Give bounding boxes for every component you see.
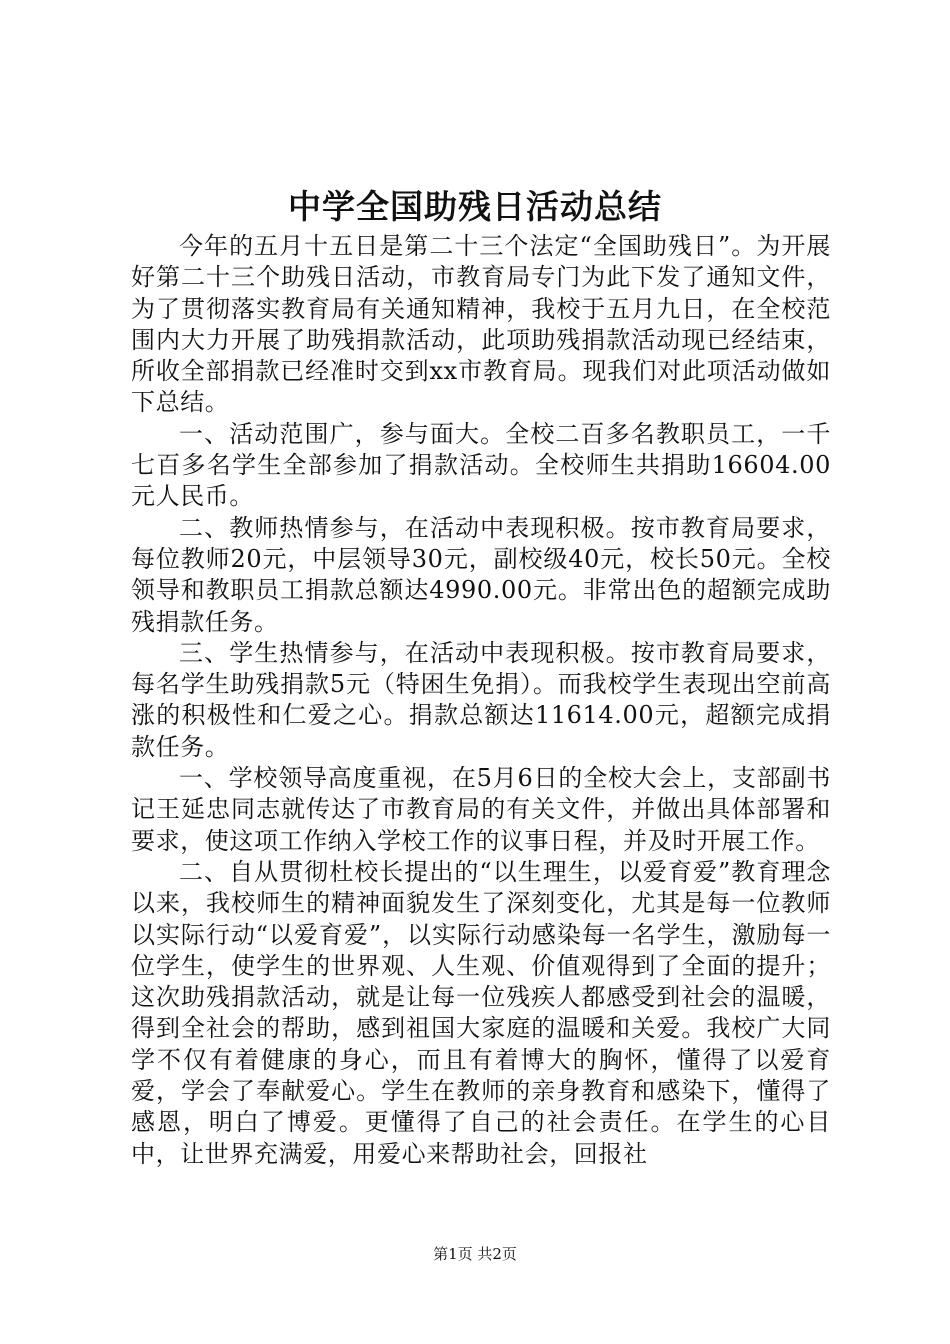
paragraph-teachers: 二、教师热情参与，在活动中表现积极。按市教育局要求，每位教师20元，中层领导30元，副校级40元，校长50元。全校领导和教职员工捐款总额达4990.00元。非常出色的超额完成助残捐款任务。 [131, 513, 831, 636]
document-body [131, 231, 831, 1170]
paragraph-intro: 今年的五月十五日是第二十三个法定“全国助残日”。为开展好第二十三个助残日活动，市教育局专门为此下发了通知文件，为了贯彻落实教育局有关通知精神，我校于五月九日，在全校范围内大力开展了助残捐款活动，此项助残捐款活动现已经结束，所收全部捐款已经准时交到xx市教育局。现我们对此项活动做如下总结。 [131, 232, 831, 417]
page-footer: 第1页 共2页 [433, 1245, 517, 1263]
document-title: 中学全国助残日活动总结 [288, 187, 662, 226]
paragraph-leadership: 一、学校领导高度重视，在5月6日的全校大会上，支部副书记王延忠同志就传达了市教育局的有关文件，并做出具体部署和要求，使这项工作纳入学校工作的议事日程，并及时开展工作。 [131, 764, 831, 855]
paragraph-philosophy: 二、自从贯彻杜校长提出的“以生理生，以爱育爱”教育理念以来，我校师生的精神面貌发生了深刻变化，尤其是每一位教师以实际行动“以爱育爱”，以实际行动感染每一名学生，激励每一位学生，使学生的世界观、人生观、价值观得到了全面的提升；这次助残捐款活动，就是让每一位残疾人都感受到社会的温暖，得到全社会的帮助，感到祖国大家庭的温暖和关爱。我校广大同学不仅有着健康的身心，而且有着博大的胸怀，懂得了以爱育爱，学会了奉献爱心。学生在教师的亲身教育和感染下，懂得了感恩，明白了博爱。更懂得了自己的社会责任。在学生的心目中，让世界充满爱，用爱心来帮助社会，回报社 [131, 857, 831, 1168]
paragraph-students: 三、学生热情参与，在活动中表现积极。按市教育局要求，每名学生助残捐款5元（特困生免捐）。而我校学生表现出空前高涨的积极性和仁爱之心。捐款总额达11614.00元，超额完成捐款任务。 [131, 638, 831, 761]
paragraph-scope: 一、活动范围广，参与面大。全校二百多名教职员工，一千七百多名学生全部参加了捐款活动。全校师生共捐助16604.00元人民币。 [131, 419, 831, 511]
